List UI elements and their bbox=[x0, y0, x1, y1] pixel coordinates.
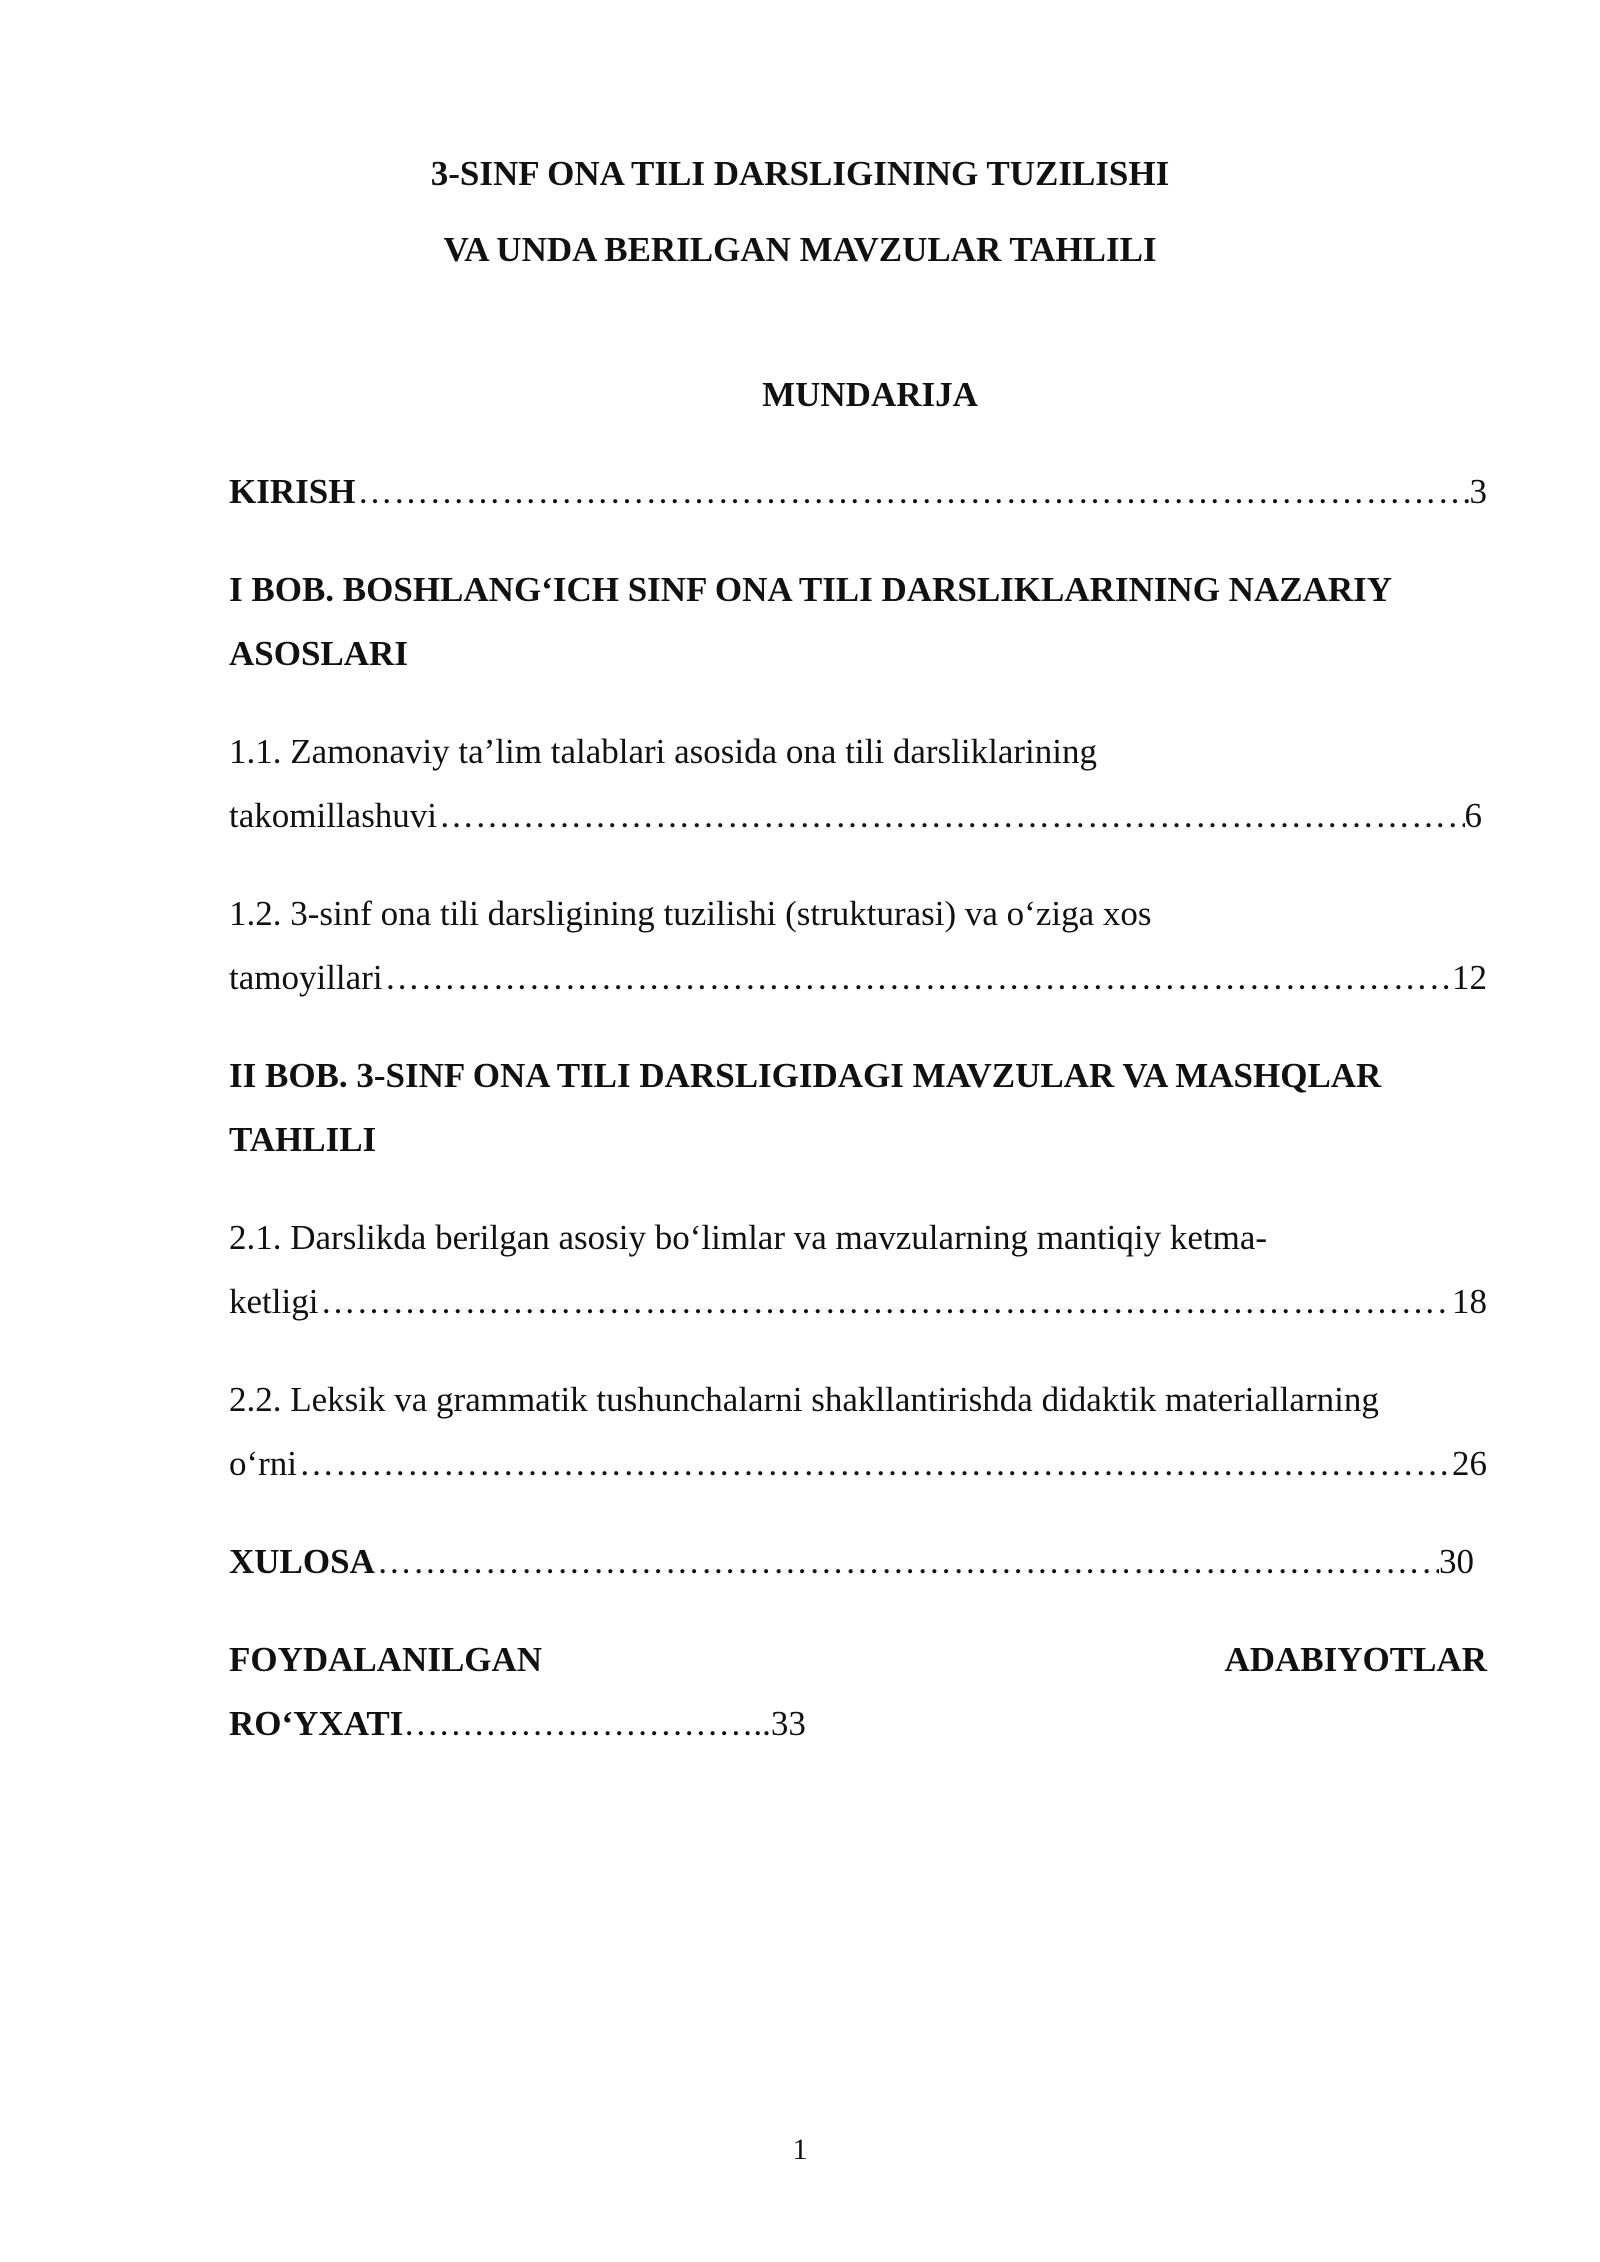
toc-section-2-1-line-1[interactable]: 2.1. Darslikda berilgan asosiy bo‘limlar va mavzularning mantiqiy ketma- bbox=[229, 1218, 1268, 1257]
toc-chapter-1-line-2[interactable]: ASOSLARI bbox=[229, 634, 408, 673]
toc-section-1-2-line-2[interactable] bbox=[229, 956, 1487, 1000]
toc-page-number: 30 bbox=[1439, 1542, 1474, 1581]
toc-page-number: 3 bbox=[1469, 472, 1487, 511]
toc-leader-dots bbox=[383, 956, 1452, 1000]
toc-page-number: 33 bbox=[770, 1704, 806, 1743]
toc-entry-label: takomillashuvi bbox=[229, 796, 438, 835]
toc-leader-dots bbox=[297, 1442, 1452, 1486]
toc-section-1-2-line-1[interactable]: 1.2. 3-sinf ona tili darsligining tuzilishi (strukturasi) va o‘ziga xos bbox=[229, 894, 1152, 933]
toc-entry-conclusion[interactable] bbox=[229, 1540, 1474, 1584]
page-number-footer: 1 bbox=[792, 2133, 808, 2166]
toc-section-2-2-line-2[interactable] bbox=[229, 1442, 1487, 1486]
toc-references-word-1: FOYDALANILGAN bbox=[229, 1640, 543, 1679]
toc-section-2-1-line-2[interactable] bbox=[229, 1280, 1487, 1324]
toc-leader-dots bbox=[318, 1280, 1452, 1324]
toc-page-number: 18 bbox=[1452, 1282, 1487, 1321]
toc-entry-references-line-2[interactable] bbox=[229, 1702, 806, 1746]
toc-leader-dots bbox=[355, 470, 1469, 514]
toc-entry-label: tamoyillari bbox=[229, 958, 383, 997]
toc-entry-label: XULOSA bbox=[229, 1542, 375, 1581]
toc-chapter-1-line-1[interactable]: I BOB. BOSHLANG‘ICH SINF ONA TILI DARSLIKLARINING NAZARIY bbox=[229, 570, 1393, 609]
toc-page-number: 26 bbox=[1452, 1444, 1487, 1483]
document-title-line-2: VA UNDA BERILGAN MAVZULAR TAHLILI bbox=[443, 230, 1157, 269]
toc-section-1-1-line-1[interactable]: 1.1. Zamonaviy ta’lim talablari asosida ona tili darsliklarining bbox=[229, 732, 1097, 771]
document-title-line-1: 3-SINF ONA TILI DARSLIGINING TUZILISHI bbox=[430, 154, 1170, 193]
toc-references-word-2: ADABIYOTLAR bbox=[1224, 1640, 1487, 1679]
toc-chapter-2-line-2[interactable]: TAHLILI bbox=[229, 1120, 377, 1159]
toc-leader-dots bbox=[437, 794, 1464, 838]
toc-entry-references-line-1[interactable] bbox=[229, 1638, 1487, 1682]
toc-entry-label: o‘rni bbox=[229, 1444, 298, 1483]
toc-entry-intro[interactable] bbox=[229, 470, 1487, 514]
toc-heading: MUNDARIJA bbox=[762, 375, 978, 414]
toc-entry-label: ketligi bbox=[229, 1282, 319, 1321]
toc-page-number: 12 bbox=[1452, 958, 1487, 997]
toc-leader-dots bbox=[375, 1540, 1439, 1584]
toc-chapter-2-line-1[interactable]: II BOB. 3-SINF ONA TILI DARSLIGIDAGI MAVZULAR VA MASHQLAR bbox=[229, 1056, 1382, 1095]
toc-page-number: 6 bbox=[1464, 796, 1482, 835]
toc-references-word-3: RO‘YXATI bbox=[229, 1704, 404, 1743]
toc-entry-label: KIRISH bbox=[229, 472, 356, 511]
toc-leader-dots: ………………………….. bbox=[403, 1704, 771, 1743]
toc-section-1-1-line-2[interactable] bbox=[229, 794, 1482, 838]
toc-section-2-2-line-1[interactable]: 2.2. Leksik va grammatik tushunchalarni shakllantirishda didaktik materiallarning bbox=[229, 1380, 1379, 1419]
